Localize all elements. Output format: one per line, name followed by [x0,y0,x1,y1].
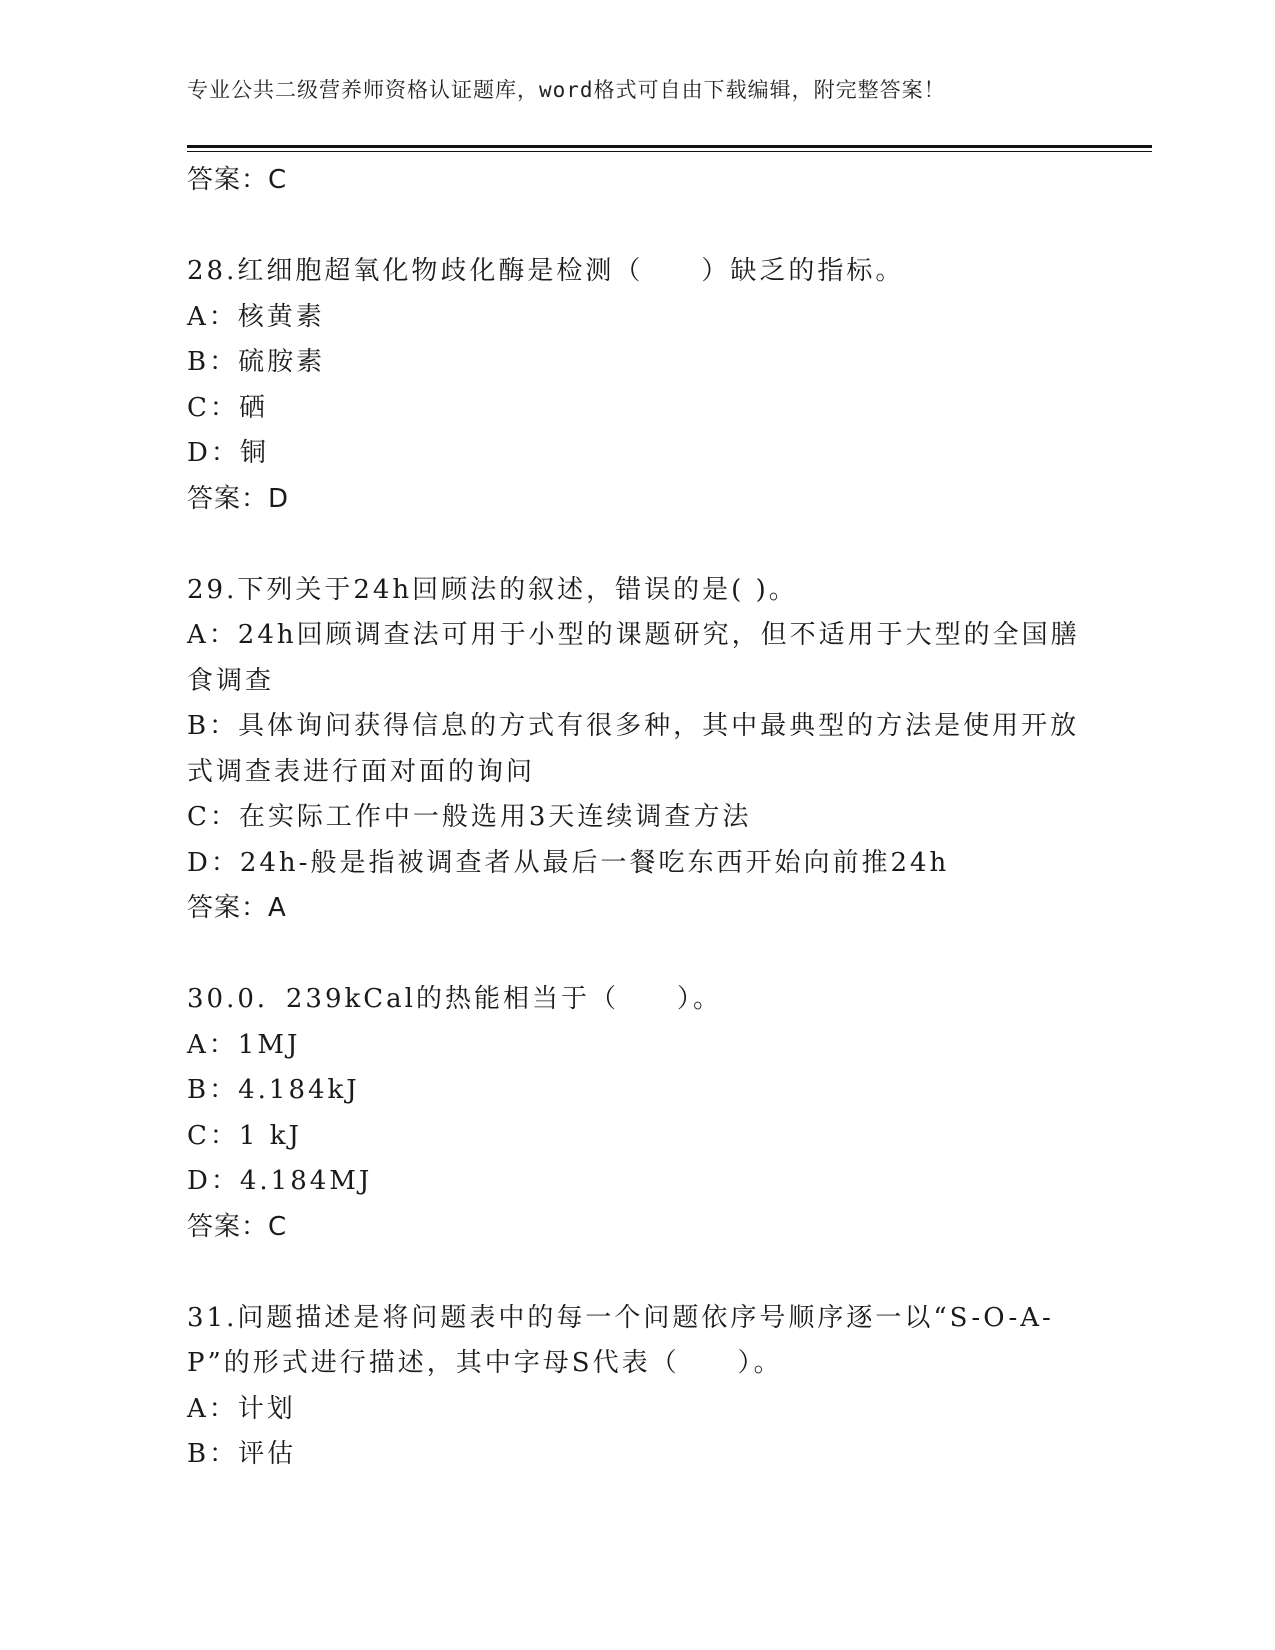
blank-line [187,204,1087,250]
blank-line [187,932,1087,978]
answer-line: 答案：A [187,893,287,923]
header-rule-thick [187,145,1152,148]
answer-line: 答案：D [187,483,290,514]
option-text: B：硫胺素 [187,347,326,377]
option-text: B：4.184kJ [187,1075,360,1105]
question-text: 30.0．239kCal的热能相当于（ ）。 [187,984,722,1014]
option-text: D：24h-般是指被调查者从最后一餐吃东西开始向前推24h [187,847,950,878]
header-rule-thin [187,151,1152,152]
option-text: 式调查表进行面对面的询问 [187,756,536,787]
option-text: B：评估 [187,1439,297,1469]
option-text: C：硒 [187,392,268,423]
blank-line [187,522,1087,568]
option-text: C：1 kJ [187,1120,302,1151]
option-text: B：具体询问获得信息的方式有很多种，其中最典型的方法是使用开放 [187,711,1080,741]
option-text: D：4.184MJ [187,1166,373,1196]
question-text: P”的形式进行描述，其中字母S代表（ ）。 [187,1348,783,1378]
option-text: A：核黄素 [187,301,325,332]
answer-line: 答案：C [187,1211,288,1242]
answer-line: 答案：C [187,165,288,195]
document-body [187,158,1087,1478]
option-text: 食调查 [187,665,275,696]
question-text: 31.问题描述是将问题表中的每一个问题依序号顺序逐一以“S-O-A- [187,1302,1054,1333]
blank-line [187,1250,1087,1296]
question-text: 28.红细胞超氧化物歧化酶是检测（ ）缺乏的指标。 [187,256,905,286]
option-text: C：在实际工作中一般选用3天连续调查方法 [187,802,752,832]
question-text: 29.下列关于24h回顾法的叙述，错误的是( )。 [187,574,798,605]
option-text: A：计划 [187,1393,296,1424]
page-header: 专业公共二级营养师资格认证题库，word格式可自由下载编辑，附完整答案！ [187,78,946,102]
option-text: A：24h回顾调查法可用于小型的课题研究，但不适用于大型的全国膳 [187,620,1080,650]
option-text: A：1MJ [187,1029,301,1060]
option-text: D：铜 [187,438,269,468]
